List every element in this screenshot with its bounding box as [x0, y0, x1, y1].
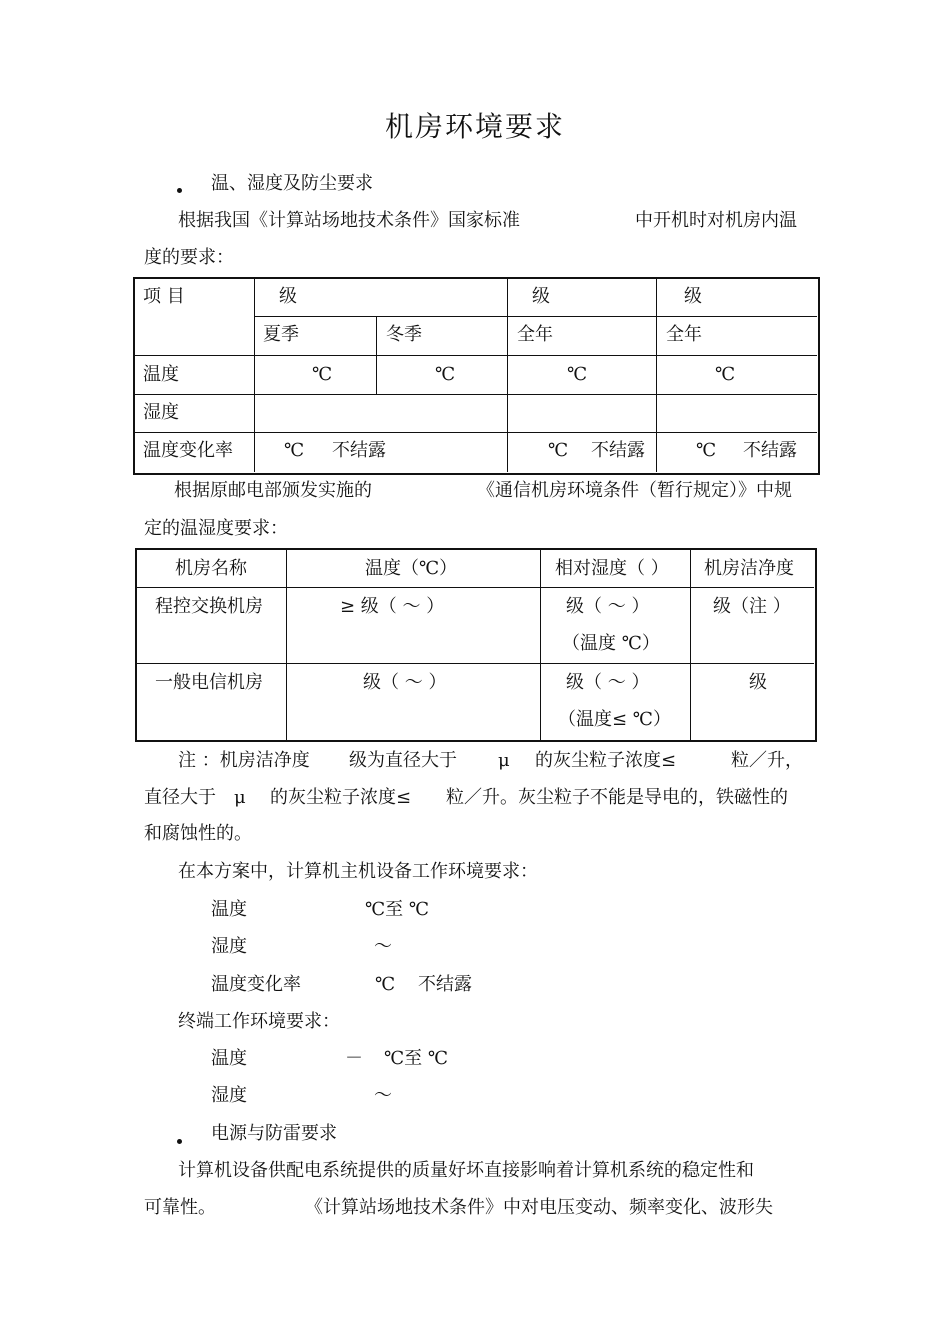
- table-cell: （温度 ℃）: [562, 633, 660, 654]
- table-header-level-a: 级: [279, 286, 297, 307]
- host-rate-text: 不结露: [418, 974, 472, 995]
- table-cell: ≥ 级（ ～ ）: [340, 596, 445, 617]
- table-row-label-temp: 温度: [143, 364, 179, 385]
- table-row-label-humidity: 湿度: [143, 402, 179, 423]
- note-text: 和腐蚀性的。: [144, 823, 252, 844]
- table-header-level-c: 级: [684, 286, 702, 307]
- paragraph-text: 定的温湿度要求：: [144, 518, 288, 539]
- table-cell: 级（ ～ ）: [566, 596, 650, 617]
- table-cell: 不结露: [743, 440, 797, 461]
- section-heading-power-lightning: 电源与防雷要求: [211, 1123, 337, 1144]
- table-row-label-rate: 温度变化率: [143, 440, 233, 461]
- table-cell: （温度≤ ℃）: [558, 709, 671, 730]
- table-header-relative-humidity: 相对湿度（ ）: [555, 558, 669, 579]
- terminal-humidity-label: 湿度: [211, 1085, 247, 1106]
- paragraph-text: 可靠性。: [144, 1197, 216, 1218]
- terminal-temp-minus: －: [345, 1048, 363, 1069]
- note-text: 粒／升，: [731, 750, 803, 771]
- table-cell: 不结露: [591, 440, 645, 461]
- paragraph-text: 度的要求：: [144, 247, 234, 268]
- table-cell: 级（注 ）: [713, 596, 791, 617]
- table-cell: 级（ ～ ）: [566, 672, 650, 693]
- host-rate-unit: ℃: [375, 974, 396, 995]
- paragraph-text: 终端工作环境要求：: [178, 1011, 340, 1032]
- table-cell-room-name: 程控交换机房: [155, 596, 263, 617]
- table-cell: 级: [749, 672, 767, 693]
- table-cell: ℃: [696, 440, 717, 461]
- table-season-summer: 夏季: [263, 324, 299, 345]
- table-season-allyear-c: 全年: [666, 324, 702, 345]
- note-text: 注 ：机房洁净度: [178, 750, 310, 771]
- note-text: 级为直径大于: [349, 750, 457, 771]
- terminal-temp-label: 温度: [211, 1048, 247, 1069]
- table-cell: 不结露: [332, 440, 386, 461]
- note-text: 的灰尘粒子浓度≤: [270, 787, 412, 808]
- host-temp-value: ℃至 ℃: [365, 899, 429, 920]
- table-header-item: 项 目: [143, 286, 185, 307]
- table-cell: ℃: [435, 364, 456, 385]
- paragraph-text: 根据原邮电部颁发实施的: [174, 480, 372, 501]
- host-humidity-value: ～: [374, 936, 392, 957]
- host-humidity-label: 湿度: [211, 936, 247, 957]
- section-heading-temp-humidity: 温、湿度及防尘要求: [211, 173, 373, 194]
- note-text: μ: [498, 750, 510, 771]
- table-cell: ℃: [548, 440, 569, 461]
- table-header-room-name: 机房名称: [175, 558, 247, 579]
- note-text: 粒／升。灰尘粒子不能是导电的，铁磁性的: [446, 787, 788, 808]
- table-cell-room-name: 一般电信机房: [155, 672, 263, 693]
- bullet-icon: [177, 188, 182, 193]
- host-rate-label: 温度变化率: [211, 974, 301, 995]
- table-cell: ℃: [567, 364, 588, 385]
- terminal-humidity-value: ～: [374, 1085, 392, 1106]
- note-text: μ: [234, 787, 246, 808]
- table-header-level-b: 级: [532, 286, 550, 307]
- paragraph-text: 计算机设备供配电系统提供的质量好坏直接影响着计算机系统的稳定性和: [178, 1160, 754, 1181]
- table-header-cleanliness: 机房洁净度: [704, 558, 794, 579]
- paragraph-text: 在本方案中，计算机主机设备工作环境要求：: [178, 861, 538, 882]
- table-season-winter: 冬季: [386, 324, 422, 345]
- paragraph-text: 《通信机房环境条件（暂行规定）》中规: [477, 480, 792, 501]
- table-cell: ℃: [284, 440, 305, 461]
- table-header-temperature: 温度（℃）: [365, 558, 458, 579]
- table-cell: ℃: [312, 364, 333, 385]
- table-season-allyear-b: 全年: [517, 324, 553, 345]
- paragraph-text: 根据我国《计算站场地技术条件》国家标准: [178, 210, 520, 231]
- paragraph-text: 《计算站场地技术条件》中对电压变动、频率变化、波形失: [305, 1197, 773, 1218]
- page-title: 机房环境要求: [384, 110, 565, 143]
- table-cell: ℃: [715, 364, 736, 385]
- paragraph-text: 中开机时对机房内温: [635, 210, 797, 231]
- host-temp-label: 温度: [211, 899, 247, 920]
- note-text: 直径大于: [144, 787, 216, 808]
- note-text: 的灰尘粒子浓度≤: [535, 750, 677, 771]
- table-cell: 级（ ～ ）: [363, 672, 447, 693]
- bullet-icon: [177, 1139, 182, 1144]
- terminal-temp-value: ℃至 ℃: [384, 1048, 448, 1069]
